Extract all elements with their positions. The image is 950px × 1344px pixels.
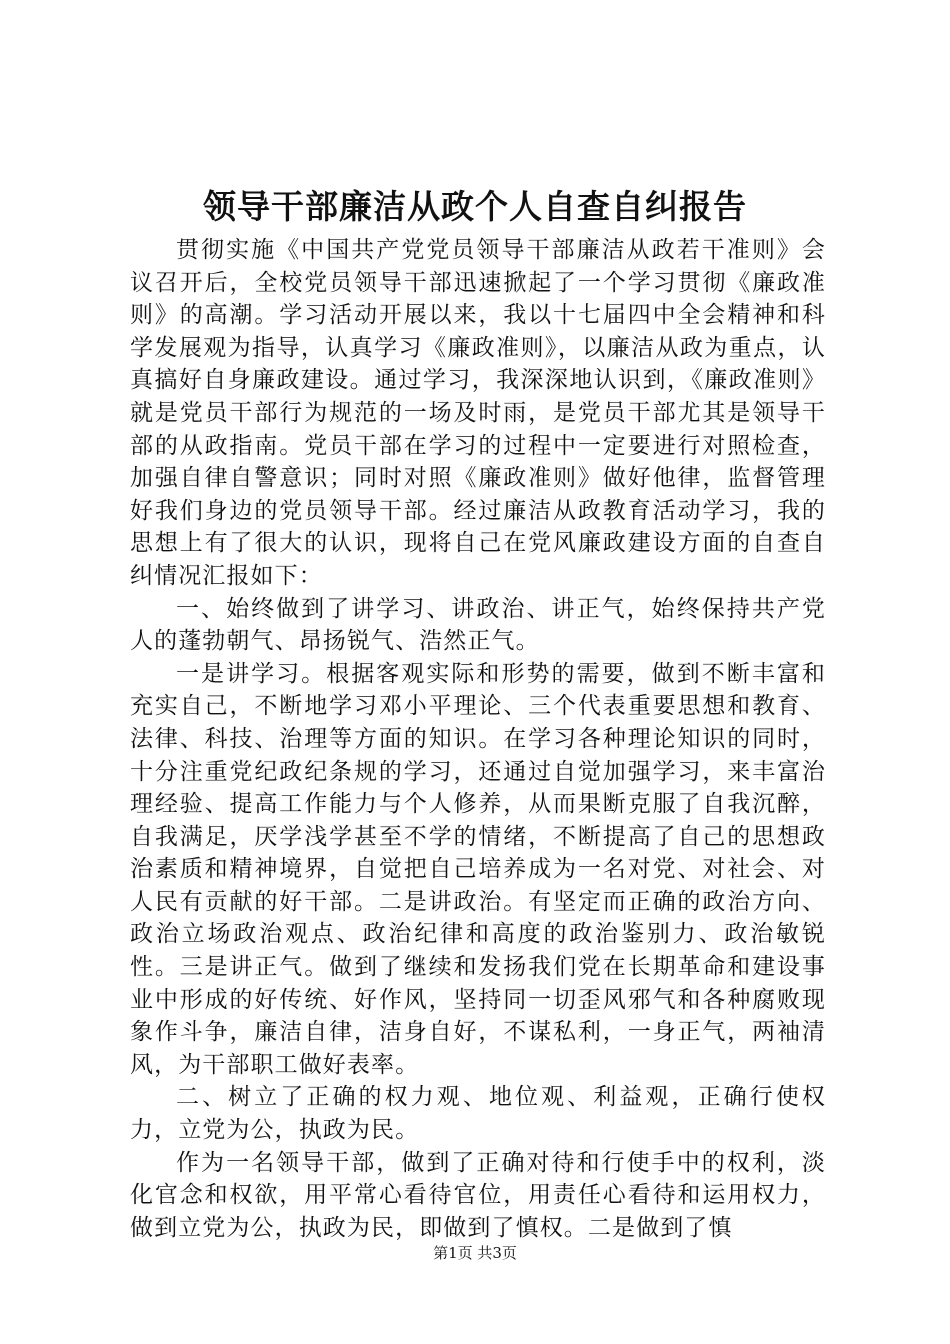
page-number-footer: 第1页 共3页 [433,1244,517,1262]
paragraph-section-two-heading: 二、树立了正确的权力观、地位观、利益观，正确行使权力，立党为公，执政为民。 [130,1084,826,1144]
document-title: 领导干部廉洁从政个人自查自纠报告 [203,187,747,226]
paragraph-section-one-body: 一是讲学习。根据客观实际和形势的需要，做到不断丰富和充实自己，不断地学习邓小平理论、三个代表重要思想和教育、法律、科技、治理等方面的知识。在学习各种理论知识的同时，十分注重党纪政纪条规的学习，还通过自觉加强学习，来丰富治理经验、提高工作能力与个人修养，从而果断克服了自我沉醉，自我满足，厌学浅学甚至不学的情绪，不断提高了自己的思想政治素质和精神境界，自觉把自己培养成为一名对党、对社会、对人民有贡献的好干部。二是讲政治。有坚定而正确的政治方向、政治立场政治观点、政治纪律和高度的政治鉴别力、政治敏锐性。三是讲正气。做到了继续和发扬我们党在长期革命和建设事业中形成的好传统、好作风，坚持同一切歪风邪气和各种腐败现象作斗争，廉洁自律，洁身自好，不谋私利，一身正气，两袖清风，为干部职工做好表率。 [130,660,826,1078]
paragraph-section-one-heading: 一、始终做到了讲学习、讲政治、讲正气，始终保持共产党人的蓬勃朝气、昂扬锐气、浩然正气。 [130,595,826,655]
paragraph-intro: 贯彻实施《中国共产党党员领导干部廉洁从政若干准则》会议召开后，全校党员领导干部迅速掀起了一个学习贯彻《廉政准则》的高潮。学习活动开展以来，我以十七届四中全会精神和科学发展观为指导，认真学习《廉政准则》，以廉洁从政为重点，认真搞好自身廉政建设。通过学习，我深深地认识到，《廉政准则》就是党员干部行为规范的一场及时雨，是党员干部尤其是领导干部的从政指南。党员干部在学习的过程中一定要进行对照检查，加强自律自警意识；同时对照《廉政准则》做好他律，监督管理好我们身边的党员领导干部。经过廉洁从政教育活动学习，我的思想上有了很大的认识，现将自己在党风廉政建设方面的自查自纠情况汇报如下： [130,237,826,589]
paragraph-section-two-body: 作为一名领导干部，做到了正确对待和行使手中的权利，淡化官念和权欲，用平常心看待官位，用责任心看待和运用权力，做到立党为公，执政为民，即做到了慎权。二是做到了慎 [130,1149,826,1241]
document-body [130,234,826,1244]
